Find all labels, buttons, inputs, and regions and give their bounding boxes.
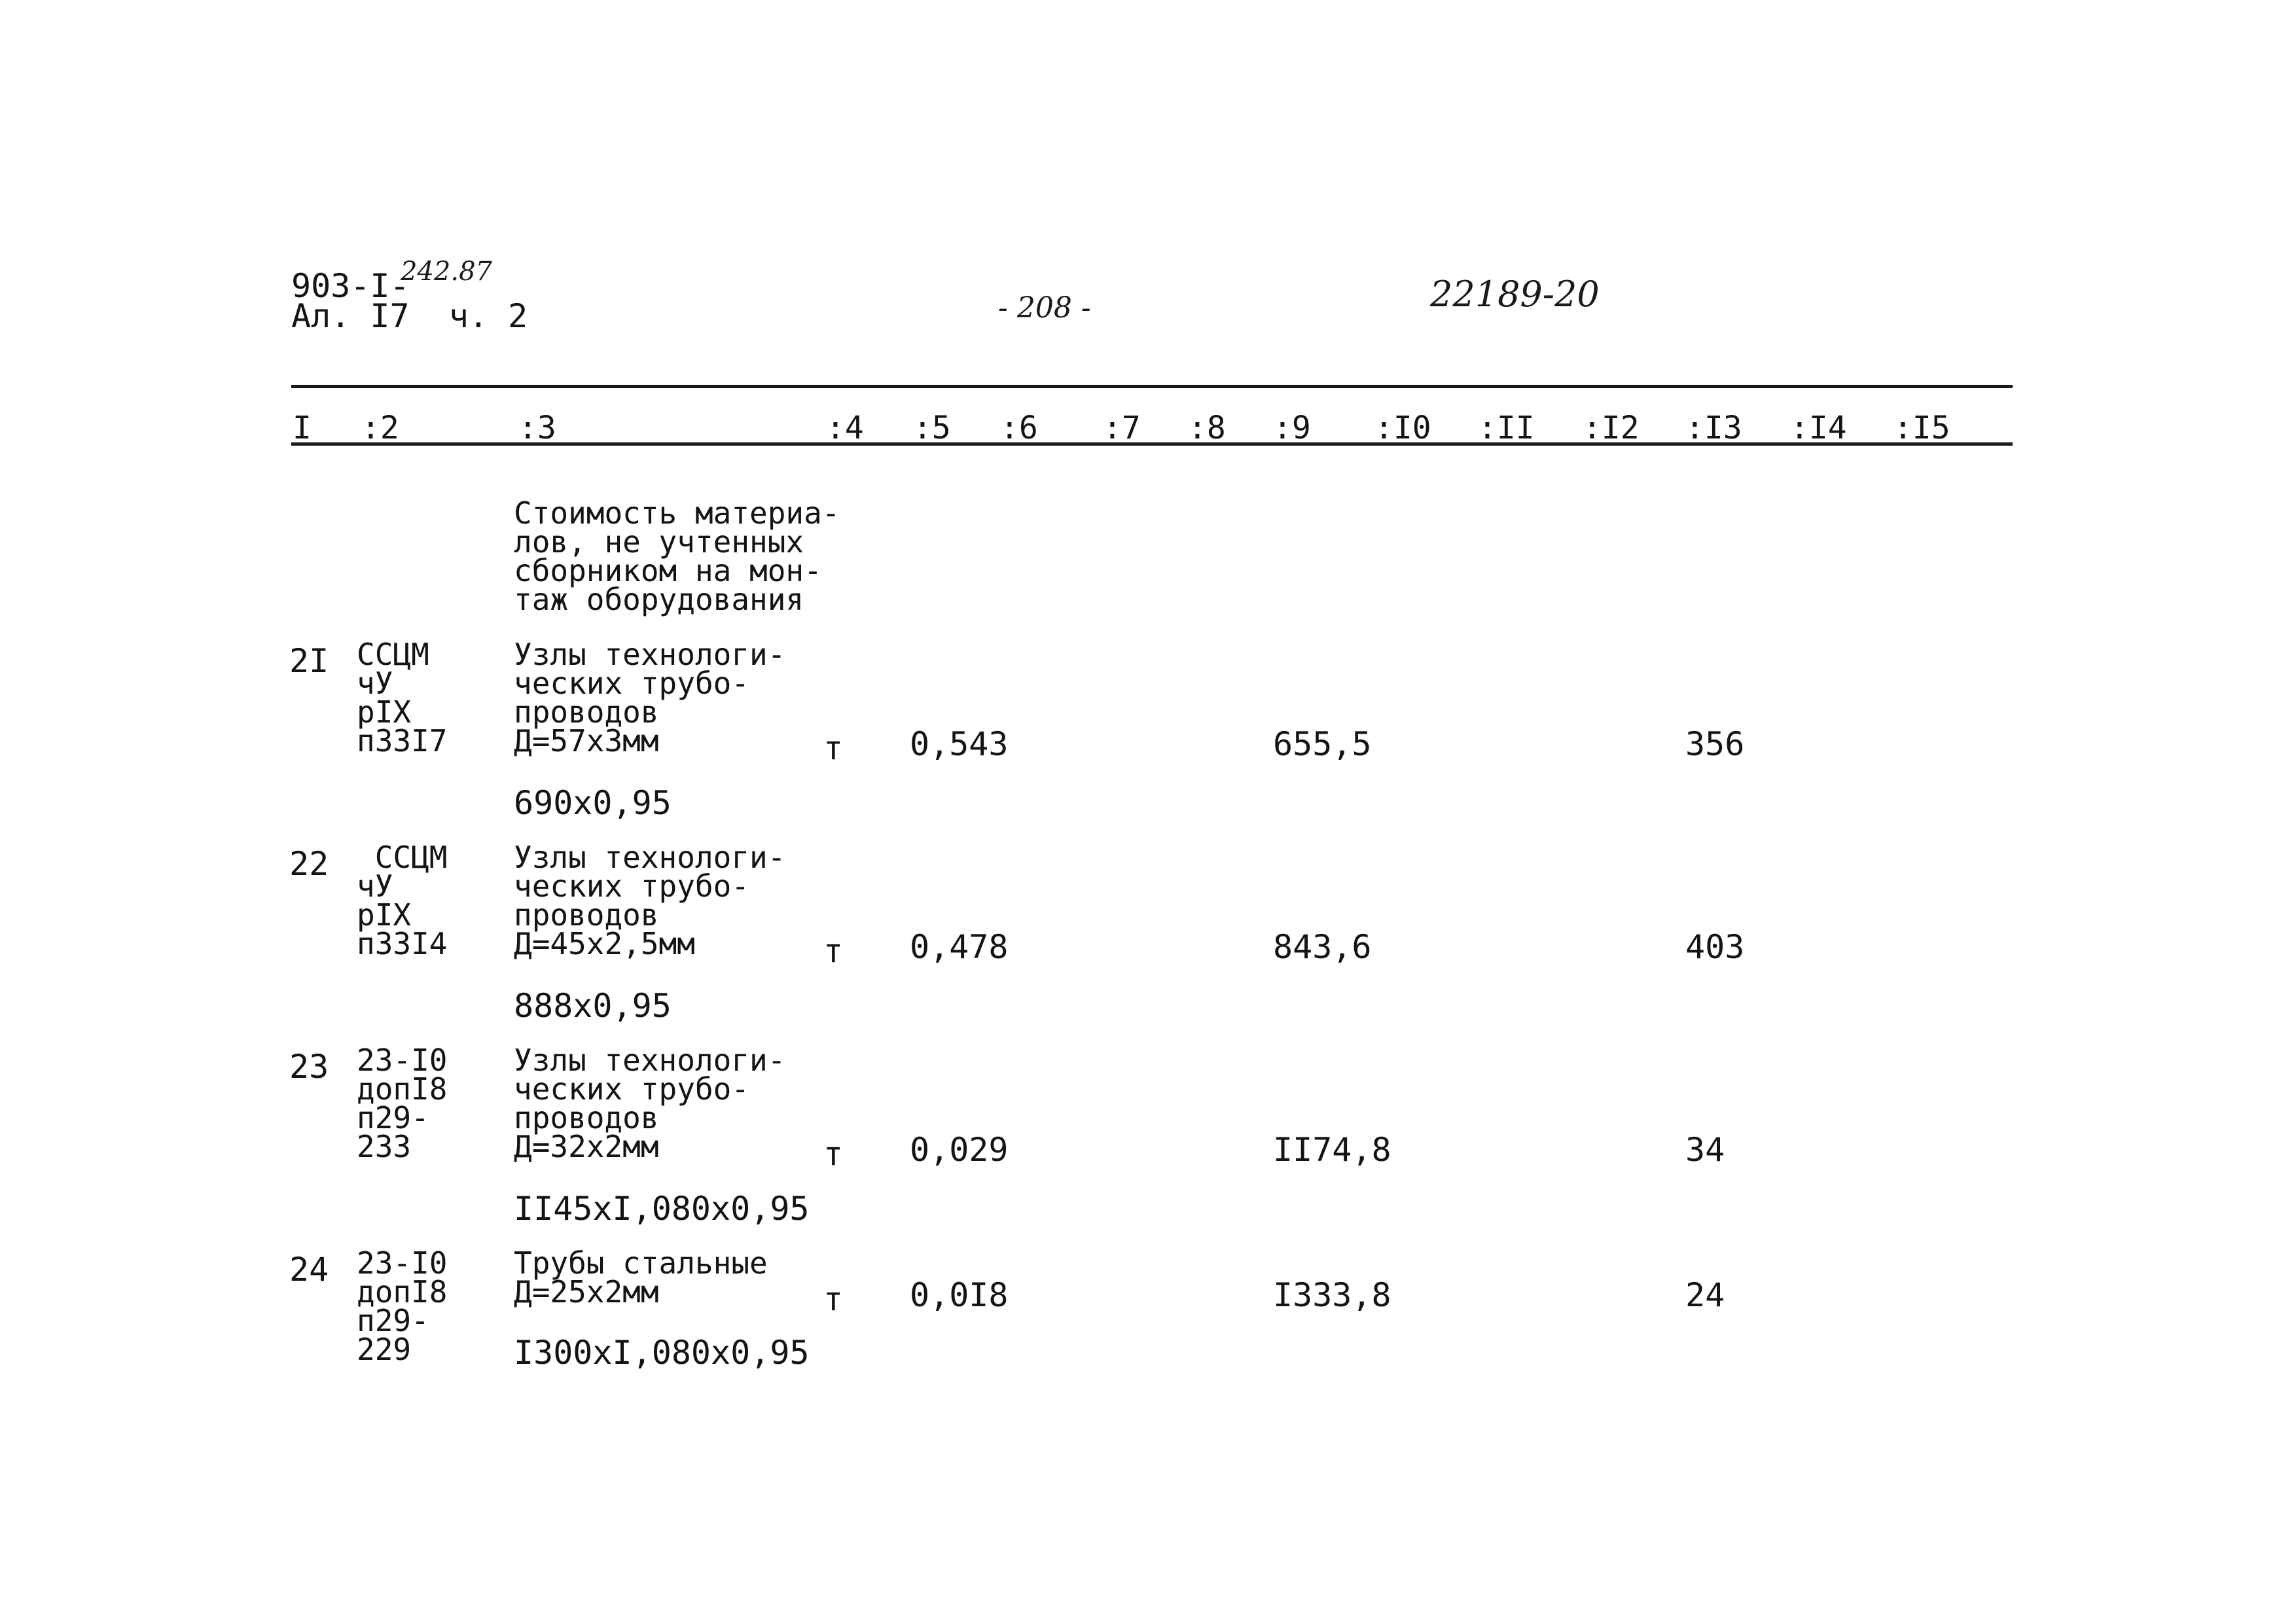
- row-price: 655,5: [1273, 725, 1372, 763]
- row-number: 2I: [289, 642, 329, 680]
- column-number-9: :9: [1273, 410, 1311, 446]
- row-total: 403: [1685, 928, 1745, 966]
- column-number-3: :3: [518, 410, 556, 446]
- row-calc: 690х0,95: [514, 784, 672, 822]
- doc-code-prefix: 903-I-: [291, 267, 410, 305]
- row-code: 23-I0 допI8 п29- 229: [357, 1245, 448, 1367]
- doc-code-handwritten: 242.87: [401, 257, 492, 287]
- row-number: 24: [289, 1251, 329, 1289]
- row-quantity: 0,543: [910, 725, 1009, 763]
- row-price: 843,6: [1273, 928, 1372, 966]
- column-number-8: :8: [1188, 410, 1226, 446]
- row-name: Узлы технологи- ческих трубо- проводов Д=32х2мм: [514, 1043, 786, 1164]
- row-total: 24: [1685, 1276, 1725, 1314]
- page-number: - 208 -: [998, 291, 1091, 325]
- column-number-2: :2: [361, 410, 399, 446]
- row-code: ССЦМ чУ pIX п33I7: [357, 637, 448, 758]
- row-quantity: 0,478: [910, 928, 1009, 966]
- row-number: 23: [289, 1048, 329, 1086]
- column-number-10: :I0: [1374, 410, 1431, 446]
- row-unit: т: [823, 1280, 844, 1318]
- registration-number: 22189-20: [1430, 274, 1600, 315]
- column-number-15: :I5: [1893, 410, 1950, 446]
- row-total: 34: [1685, 1131, 1725, 1169]
- row-code: ССЦМ чУ pIX п33I4: [357, 840, 448, 961]
- table-top-rule: [291, 385, 2013, 388]
- column-number-11: :II: [1478, 410, 1535, 446]
- row-number: 22: [289, 845, 329, 883]
- column-number-1: I: [293, 410, 312, 446]
- row-total: 356: [1685, 725, 1745, 763]
- column-number-7: :7: [1103, 410, 1141, 446]
- row-code: 23-I0 допI8 п29- 233: [357, 1043, 448, 1164]
- column-number-6: :6: [1000, 410, 1038, 446]
- row-unit: т: [823, 729, 844, 767]
- row-name: Узлы технологи- ческих трубо- проводов Д=45х2,5мм: [514, 840, 786, 961]
- column-number-5: :5: [913, 410, 951, 446]
- row-quantity: 0,029: [910, 1131, 1009, 1169]
- row-calc: I300хI,080х0,95: [514, 1334, 810, 1372]
- column-number-12: :I2: [1583, 410, 1640, 446]
- column-number-13: :I3: [1685, 410, 1742, 446]
- row-unit: т: [823, 1135, 844, 1173]
- row-name: Узлы технологи- ческих трубо- проводов Д=57х3мм: [514, 637, 786, 758]
- row-calc: II45хI,080х0,95: [514, 1190, 810, 1228]
- row-price: II74,8: [1273, 1131, 1391, 1169]
- column-number-14: :I4: [1790, 410, 1847, 446]
- row-quantity: 0,0I8: [910, 1276, 1009, 1314]
- column-number-4: :4: [826, 410, 864, 446]
- row-name: Трубы стальные Д=25х2мм: [514, 1245, 768, 1310]
- row-price: I333,8: [1273, 1276, 1391, 1314]
- row-unit: т: [823, 932, 844, 970]
- sheet-line: Ал. I7 ч. 2: [291, 297, 528, 335]
- row-calc: 888х0,95: [514, 987, 672, 1025]
- section-title: Стоимость материа- лов, не учтенных сборником на мон- таж оборудования: [514, 495, 840, 617]
